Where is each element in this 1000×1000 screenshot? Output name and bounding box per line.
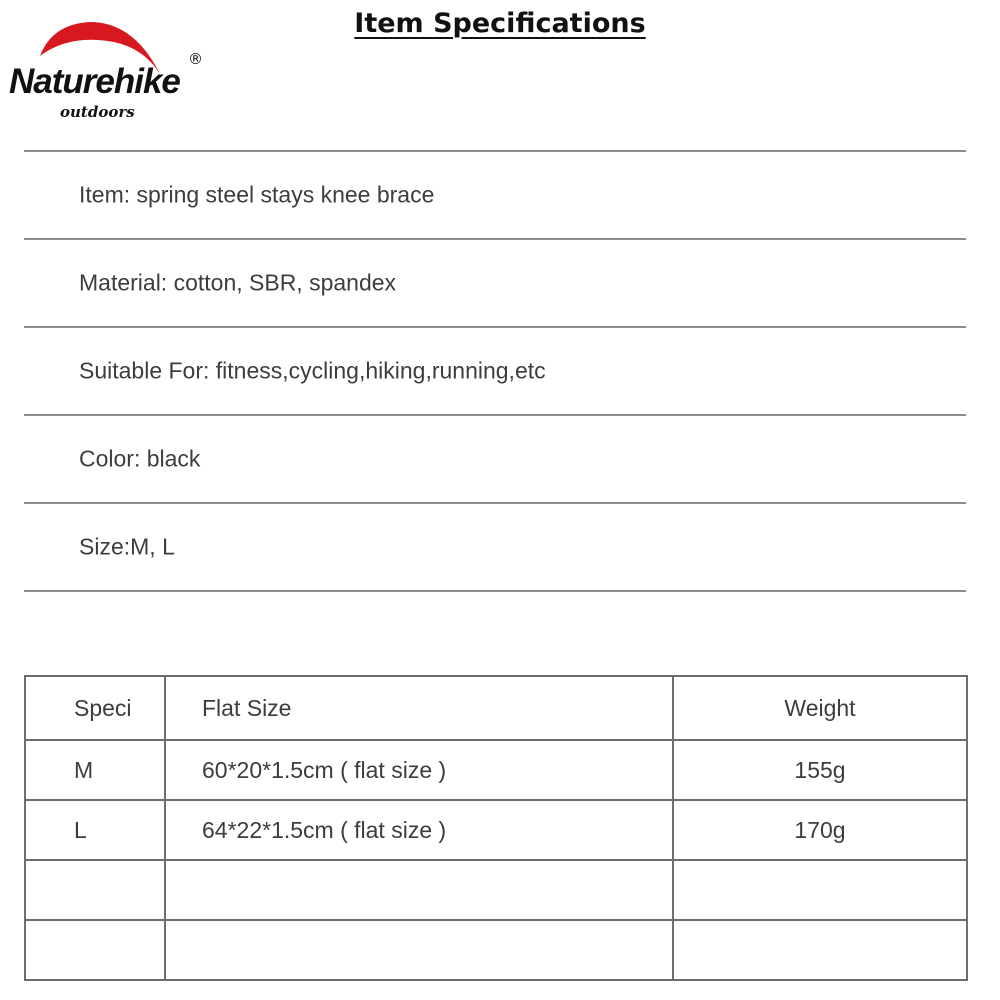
cell-size — [25, 920, 165, 980]
spec-list — [24, 150, 966, 592]
page-title — [0, 8, 1000, 39]
table-row-empty — [25, 920, 967, 980]
spec-row-suitable-for — [24, 328, 966, 414]
registered-mark: ® — [188, 50, 203, 68]
cell-flat-size — [165, 860, 673, 920]
table-header-row — [25, 676, 967, 740]
cell-flat-size: 64*22*1.5cm ( flat size ) — [165, 800, 673, 860]
spec-material-text: Material: cotton, SBR, spandex — [79, 269, 397, 296]
table-row — [25, 800, 967, 860]
cell-weight: 155g — [673, 740, 967, 800]
cell-size — [25, 860, 165, 920]
header-speci: Speci — [25, 676, 165, 740]
spec-row-color — [24, 416, 966, 502]
cell-size: L — [25, 800, 165, 860]
spec-row-material — [24, 240, 966, 326]
page-title-text: Item Specifications — [354, 8, 646, 39]
cell-weight — [673, 920, 967, 980]
table-row-empty — [25, 860, 967, 920]
brand-name: Naturehike — [9, 62, 180, 101]
spec-row-size — [24, 504, 966, 590]
spec-size-text: Size:M, L — [79, 533, 175, 560]
cell-flat-size — [165, 920, 673, 980]
cell-weight: 170g — [673, 800, 967, 860]
table-row — [25, 740, 967, 800]
brand-tagline: outdoors — [60, 103, 135, 121]
spec-item-text: Item: spring steel stays knee brace — [79, 181, 435, 208]
size-table — [24, 675, 968, 981]
cell-flat-size: 60*20*1.5cm ( flat size ) — [165, 740, 673, 800]
spec-suitable-for-text: Suitable For: fitness,cycling,hiking,running,etc — [79, 357, 546, 384]
spec-color-text: Color: black — [79, 445, 201, 472]
spec-row-item — [24, 152, 966, 238]
cell-size: M — [25, 740, 165, 800]
header-flat-size: Flat Size — [165, 676, 673, 740]
cell-weight — [673, 860, 967, 920]
header-weight: Weight — [673, 676, 967, 740]
divider — [24, 590, 966, 592]
